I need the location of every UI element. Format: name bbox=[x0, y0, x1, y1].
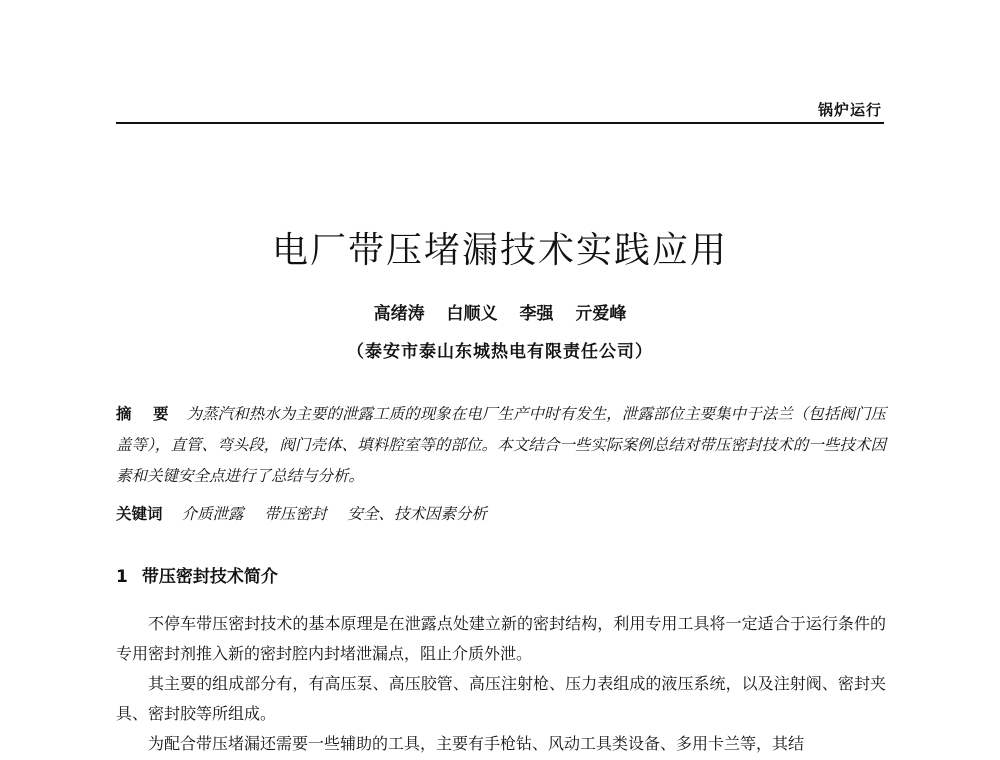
section-title: 带压密封技术简介 bbox=[141, 567, 278, 587]
keywords bbox=[116, 500, 886, 528]
author: 白顺义 bbox=[446, 304, 498, 324]
paragraph: 为配合带压堵漏还需要一些辅助的工具，主要有手枪钻、风动工具类设备、多用卡兰等，其结 bbox=[148, 734, 805, 753]
abstract bbox=[116, 399, 886, 492]
author: 高绪涛 bbox=[373, 304, 425, 324]
keyword: 介质泄露 bbox=[181, 505, 244, 523]
body-text bbox=[116, 609, 886, 759]
section-heading bbox=[116, 562, 278, 587]
paragraph: 不停车带压密封技术的基本原理是在泄露点处建立新的密封结构，利用专用工具将一定适合于运行条件的专用密封剂推入新的密封腔内封堵泄漏点，阻止介质外泄。 bbox=[116, 614, 886, 663]
abstract-text: 为蒸汽和热水为主要的泄露工质的现象在电厂生产中时有发生，泄露部位主要集中于法兰（包括阀门压盖等），直管、弯头段，阀门壳体、填料腔室等的部位。本文结合一些实际案例总结对带压密封技术的一些技术因素和关键安全点进行了总结与分析。 bbox=[116, 405, 886, 485]
section-number: 1 bbox=[116, 567, 128, 587]
header-rule bbox=[116, 122, 884, 124]
paper-title: 电厂带压堵漏技术实践应用 bbox=[271, 230, 728, 271]
paragraph: 其主要的组成部分有，有高压泵、高压胶管、高压注射枪、压力表组成的液压系统，以及注射阀、密封夹具、密封胶等所组成。 bbox=[116, 674, 886, 723]
keywords-label: 关键词 bbox=[116, 505, 163, 523]
affiliation: （泰安市泰山东城热电有限责任公司） bbox=[347, 342, 653, 362]
abstract-label: 摘 要 bbox=[116, 405, 177, 423]
keyword: 安全、技术因素分析 bbox=[347, 505, 487, 523]
author: 亓爱峰 bbox=[575, 304, 627, 324]
author: 李强 bbox=[519, 304, 554, 324]
author-list bbox=[0, 299, 1000, 324]
keyword: 带压密封 bbox=[264, 505, 327, 523]
running-header: 锅炉运行 bbox=[817, 101, 882, 119]
